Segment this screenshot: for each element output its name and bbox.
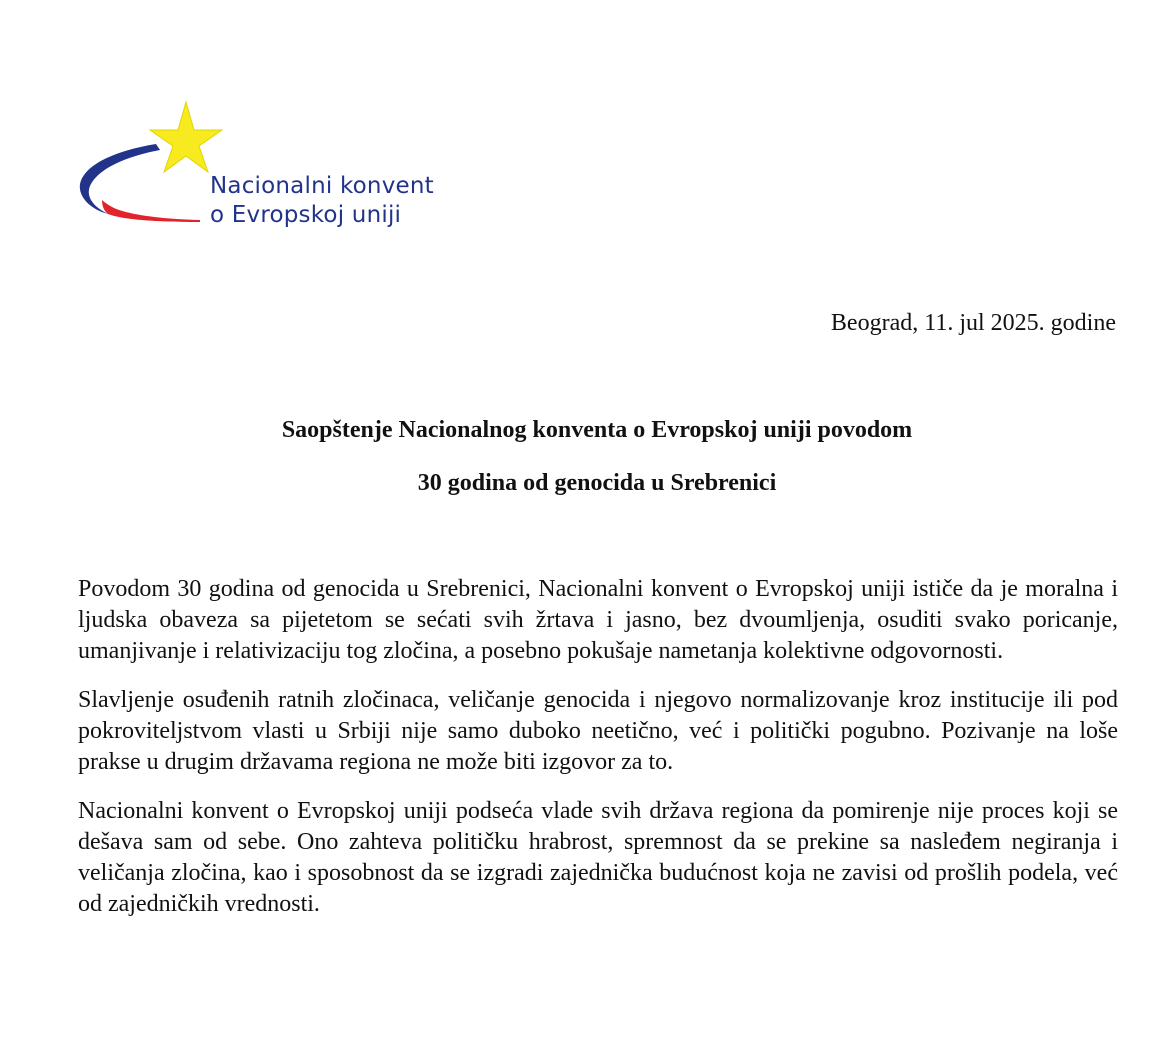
document-title-line1: Saopštenje Nacionalnog konventa o Evropskoj uniji povodom [281, 417, 913, 443]
star-swoosh-logo-icon [78, 100, 228, 230]
organization-logo [78, 100, 458, 230]
body-paragraph: Povodom 30 godina od genocida u Srebrenici, Nacionalni konvent o Evropskoj uniji ističe da je moralna i ljudska obaveza sa pijetetom se sećati svih žrtava i jasno, bez dvoumljenja, osuditi svako poricanje, umanjivanje i relativizaciju tog zločina, a posebno pokušaje nametanja kolektivne odgovornosti. [78, 576, 1118, 664]
logo-text-line1: Nacionalni konvent [210, 173, 434, 199]
body-paragraph: Slavljenje osuđenih ratnih zločinaca, veličanje genocida i njegovo normalizovanje kroz institucije ili pod pokroviteljstvom vlasti u Srbiji nije samo duboko neetično, već i politički pogubno. Pozivanje na loše prakse u drugim državama regiona ne može biti izgovor za to. [78, 687, 1118, 775]
logo-text-line2: o Evropskoj uniji [210, 202, 402, 228]
logo-text [210, 172, 434, 230]
document-title-line2: 30 godina od genocida u Srebrenici [417, 470, 777, 496]
body-paragraph: Nacionalni konvent o Evropskoj uniji podseća vlade svih država regiona da pomirenje nije proces koji se dešava sam od sebe. Ono zahteva političku hrabrost, spremnost da se prekine sa nasleđem negiranja i veličanja zločina, kao i sposobnost da se izgradi zajednička budućnost koja ne zavisi od prošlih podela, već od zajedničkih vrednosti. [78, 798, 1118, 917]
document-body [78, 574, 1118, 938]
document-date: Beograd, 11. jul 2025. godine [830, 310, 1116, 336]
